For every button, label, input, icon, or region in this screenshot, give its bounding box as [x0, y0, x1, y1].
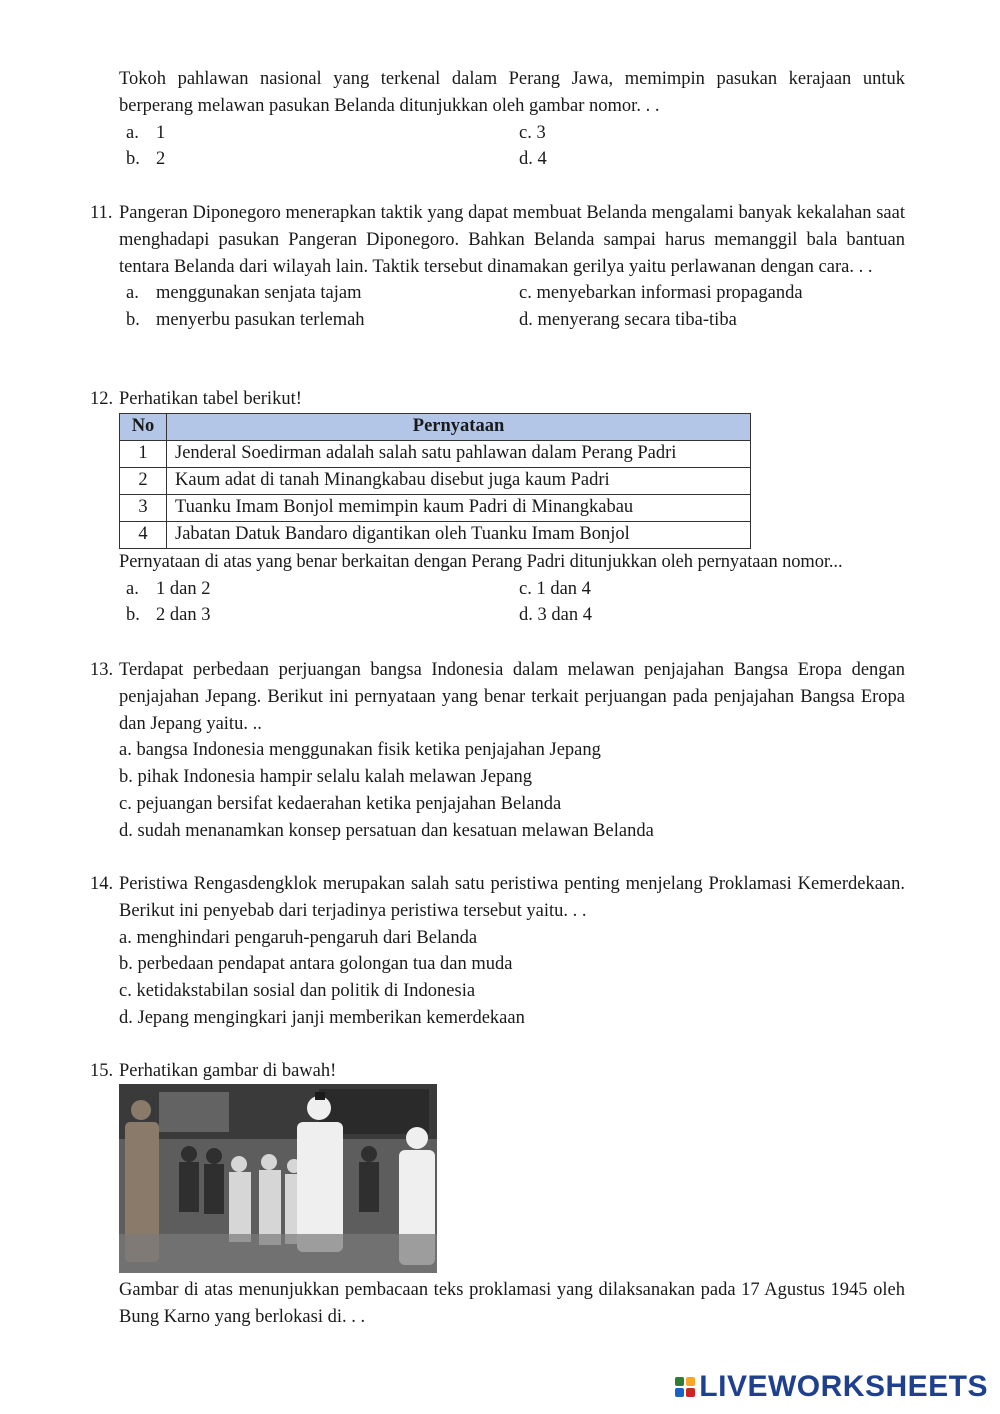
question-12	[90, 386, 905, 629]
question-number: 14.	[90, 874, 114, 894]
question-15	[90, 1058, 905, 1085]
option-d[interactable]: d. Jepang mengingkari janji memberikan kemerdekaan	[119, 1007, 525, 1028]
options	[119, 280, 905, 334]
question-13	[90, 657, 905, 845]
table-row: 3 Tuanku Imam Bonjol memimpin kaum Padri di Minangkabau	[120, 494, 751, 521]
question-number: 12.	[90, 389, 114, 409]
option-d[interactable]: d. 3 dan 4	[519, 605, 592, 626]
option-b[interactable]: b. perbedaan pendapat antara golongan tua dan muda	[119, 954, 513, 975]
question-text: Peristiwa Rengasdengklok merupakan salah satu peristiwa penting menjelang Proklamasi Kemerdekaan. Berikut ini penyebab dari terjadinya peristiwa tersebut yaitu. . .	[119, 874, 905, 921]
option-b[interactable]: b. pihak Indonesia hampir selalu kalah melawan Jepang	[119, 767, 533, 788]
option-a[interactable]: a. menghindari pengaruh-pengaruh dari Belanda	[119, 927, 478, 948]
table-header-statement: Pernyataan	[167, 413, 751, 440]
question-text: Terdapat perbedaan perjuangan bangsa Indonesia dalam melawan penjajahan Bangsa Eropa dengan penjajahan Jepang. Berikut ini pernyataan yang benar terkait perjuangan pada penjajahan Bangsa Eropa dan Jepang yaitu. ..	[119, 660, 905, 734]
question-prompt: Pernyataan di atas yang benar berkaitan dengan Perang Padri ditunjukkan oleh pernyataan nomor...	[119, 551, 843, 572]
option-c[interactable]: c. 1 dan 4	[519, 578, 591, 599]
question-11	[90, 200, 905, 334]
option-c[interactable]: c. pejuangan bersifat kedaerahan ketika penjajahan Belanda	[119, 793, 562, 814]
option-a[interactable]: a. 1	[126, 122, 166, 143]
question-10	[90, 66, 905, 173]
brand-name: LIVEWORKSHEETS	[699, 1370, 988, 1403]
question-15-prompt	[90, 1277, 905, 1331]
table-header-no: No	[120, 413, 167, 440]
question-text: Perhatikan tabel berikut!	[119, 389, 302, 409]
option-a[interactable]: a. bangsa Indonesia menggunakan fisik ketika penjajahan Jepang	[119, 740, 601, 761]
option-c[interactable]: c. menyebarkan informasi propaganda	[519, 283, 803, 304]
option-d[interactable]: d. sudah menanamkan konsep persatuan dan kesatuan melawan Belanda	[119, 820, 654, 841]
option-a[interactable]: a. menggunakan senjata tajam	[126, 283, 362, 304]
option-c[interactable]: c. ketidakstabilan sosial dan politik di Indonesia	[119, 981, 476, 1002]
question-text: Perhatikan gambar di bawah!	[119, 1061, 337, 1081]
table-row: 1 Jenderal Soedirman adalah salah satu pahlawan dalam Perang Padri	[120, 440, 751, 467]
question-number: 13.	[90, 660, 114, 680]
proclamation-photo	[119, 1084, 437, 1273]
option-d[interactable]: d. 4	[519, 149, 547, 170]
options	[119, 576, 905, 630]
liveworksheets-logo	[675, 1370, 988, 1403]
question-text: Tokoh pahlawan nasional yang terkenal dalam Perang Jawa, memimpin pasukan kerajaan untuk berperang melawan pasukan Belanda ditunjukkan oleh gambar nomor. . .	[119, 69, 905, 116]
option-c[interactable]: c. 3	[519, 122, 546, 143]
question-number: 11.	[90, 203, 113, 223]
table-row: 2 Kaum adat di tanah Minangkabau disebut juga kaum Padri	[120, 467, 751, 494]
question-number: 15.	[90, 1061, 114, 1081]
option-d[interactable]: d. menyerang secara tiba-tiba	[519, 310, 737, 331]
option-a[interactable]: a. 1 dan 2	[126, 578, 211, 599]
question-prompt: Gambar di atas menunjukkan pembacaan teks proklamasi yang dilaksanakan pada 17 Agustus 1945 oleh Bung Karno yang berlokasi di. . .	[119, 1280, 905, 1327]
option-b[interactable]: b. menyerbu pasukan terlemah	[126, 310, 365, 331]
option-b[interactable]: b. 2 dan 3	[126, 605, 211, 626]
question-14	[90, 871, 905, 1032]
statement-table	[119, 413, 751, 549]
logo-mark-icon	[675, 1377, 695, 1397]
options	[119, 120, 905, 174]
question-text: Pangeran Diponegoro menerapkan taktik yang dapat membuat Belanda mengalami banyak kekalahan saat menghadapi pasukan Pangeran Diponegoro. Bahkan Belanda sampai harus memanggil bala bantuan tentara Belanda dari wilayah lain. Taktik tersebut dinamakan gerilya yaitu perlawanan dengan cara. . .	[119, 203, 905, 277]
option-b[interactable]: b. 2	[126, 149, 166, 170]
table-row: 4 Jabatan Datuk Bandaro digantikan oleh Tuanku Imam Bonjol	[120, 521, 751, 548]
